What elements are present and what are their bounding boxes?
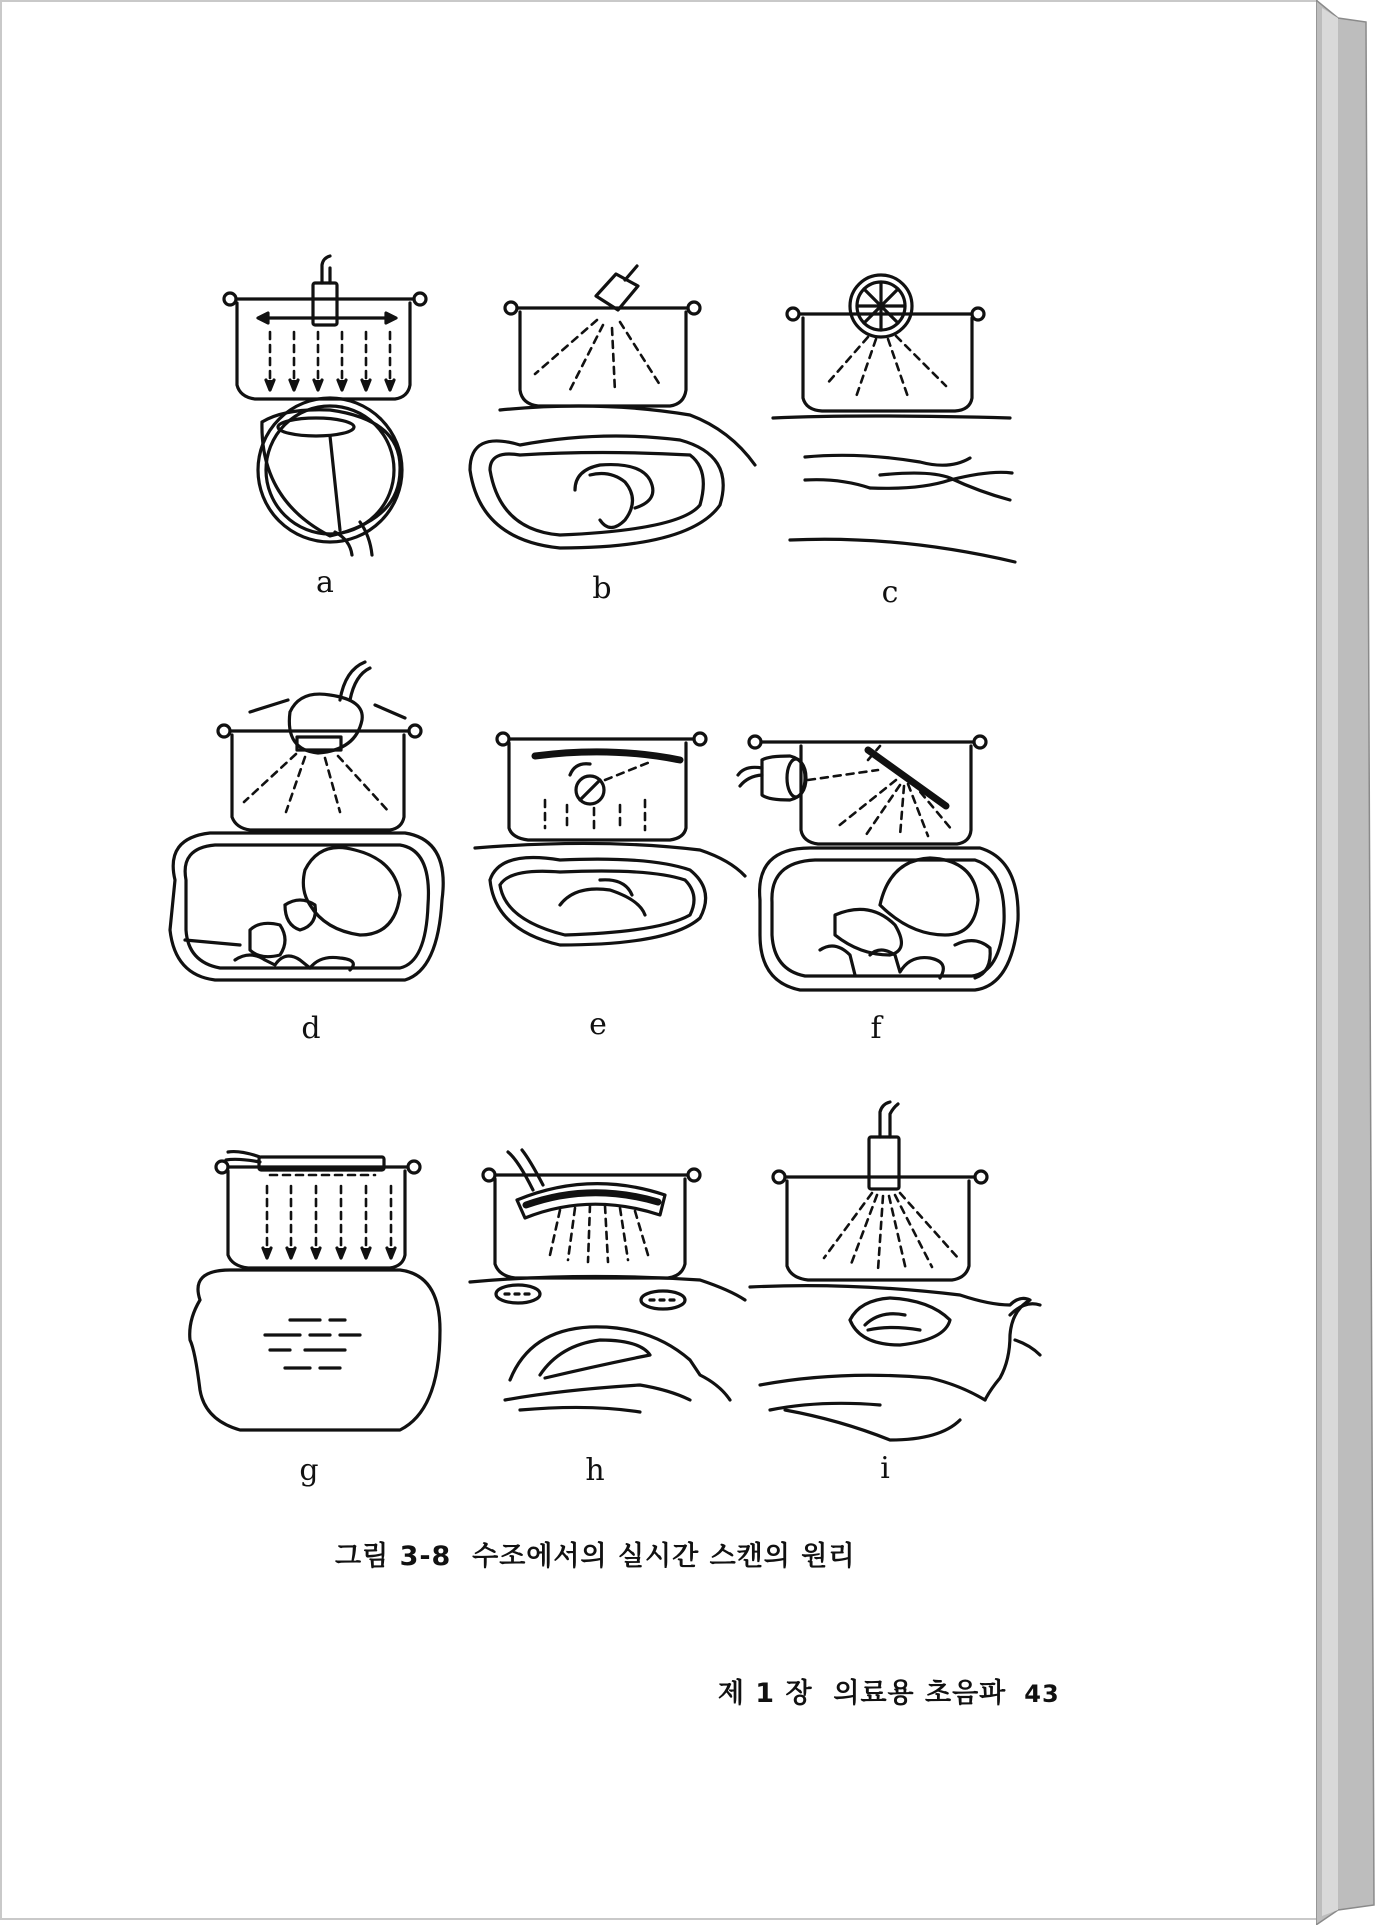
panel-a-drawing bbox=[224, 256, 426, 555]
figure-caption: 그림 3-8 수조에서의 실시간 스캔의 원리 bbox=[335, 1541, 856, 1572]
panel-g-drawing bbox=[190, 1152, 440, 1430]
panel-e-drawing bbox=[475, 733, 745, 945]
panel-label-h: h bbox=[585, 1453, 605, 1488]
panel-b-drawing bbox=[470, 266, 755, 548]
page-footer bbox=[697, 1640, 1060, 1710]
panel-label-g: g bbox=[299, 1453, 319, 1488]
panel-label-f: f bbox=[870, 1011, 882, 1046]
chapter-title: 제 1 장 의료용 초음파 bbox=[717, 1678, 1007, 1709]
panel-label-e: e bbox=[589, 1007, 607, 1042]
panel-d-drawing bbox=[170, 662, 443, 980]
panel-f-drawing bbox=[738, 736, 1018, 990]
panel-i-drawing bbox=[750, 1102, 1040, 1440]
panel-h-drawing bbox=[470, 1150, 745, 1412]
panel-c-drawing bbox=[773, 275, 1015, 562]
panel-label-b: b bbox=[592, 571, 612, 606]
panel-label-d: d bbox=[301, 1011, 321, 1046]
page-number: 43 bbox=[1024, 1680, 1060, 1708]
panel-label-c: c bbox=[881, 575, 899, 610]
panel-label-a: a bbox=[316, 565, 334, 600]
panel-label-i: i bbox=[880, 1451, 890, 1486]
